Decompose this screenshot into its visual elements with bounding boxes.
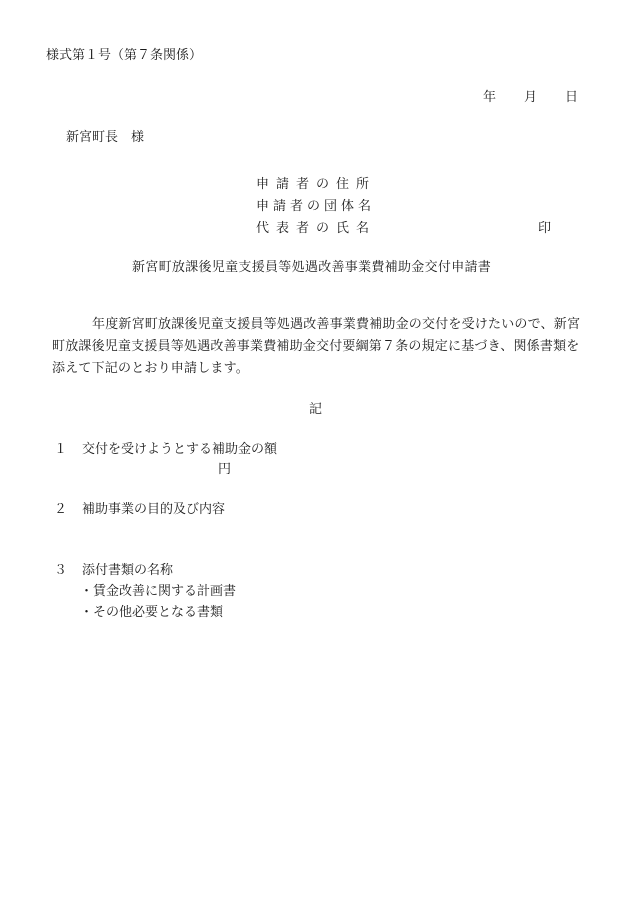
applicant-organization-label: 申請者の団体名: [256, 199, 376, 214]
item-2-label: 補助事業の目的及び内容: [82, 502, 226, 517]
attachment-item: ・その他必要となる書類: [80, 605, 224, 620]
representative-name-label: 代表者の氏名: [256, 221, 377, 236]
attachment-item: ・賃金改善に関する計画書: [80, 584, 237, 599]
addressee: 新宮町長 様: [66, 130, 145, 145]
applicant-organization-row: [256, 196, 566, 218]
document-title: 新宮町放課後児童支援員等処遇改善事業費補助金交付申請書: [132, 260, 492, 275]
representative-row: [256, 218, 566, 240]
item-2-number: ２: [54, 502, 68, 517]
date-line: [0, 88, 630, 108]
ki-heading: 記: [309, 402, 323, 417]
applicant-address-label: 申請者の住所: [256, 177, 377, 192]
date-day: 日: [565, 90, 579, 105]
item-1-yen-unit: 円: [218, 462, 232, 477]
applicant-address-row: [256, 174, 566, 196]
item-1-number: １: [54, 442, 68, 457]
date-month: 月: [524, 90, 538, 105]
applicant-block: [256, 174, 566, 240]
form-number: 様式第１号（第７条関係）: [46, 48, 203, 63]
item-3-label: 添付書類の名称: [82, 563, 174, 578]
item-1-label: 交付を受けようとする補助金の額: [82, 442, 278, 457]
application-statement: 年度新宮町放課後児童支援員等処遇改善事業費補助金の交付を受けたいので、新宮町放課後児童支援員等処遇改善事業費補助金交付要綱第７条の規定に基づき、関係書類を添えて下記のとおり申請します。: [52, 317, 581, 376]
date-year: 年: [483, 90, 497, 105]
seal-mark: 印: [538, 221, 552, 236]
item-3-number: ３: [54, 563, 68, 578]
